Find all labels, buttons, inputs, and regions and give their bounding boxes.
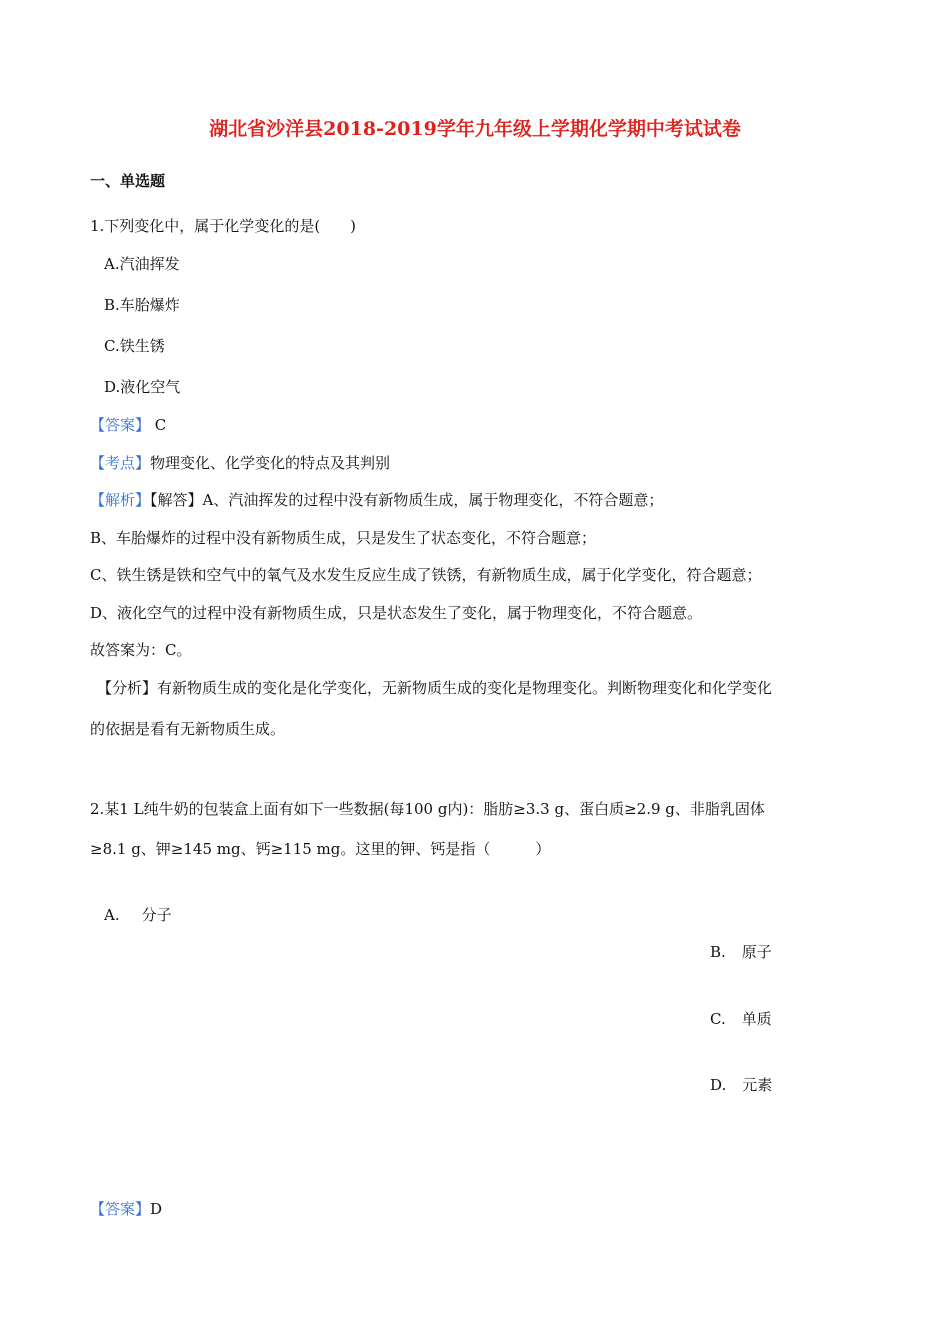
- option-text: 原子: [741, 943, 772, 961]
- q1-analysis-line-3: C、铁生锈是铁和空气中的氧气及水发生反应生成了铁锈，有新物质生成，属于化学变化，符合题意；: [90, 566, 762, 584]
- q2-stem-line-1: 2.某1 L纯牛奶的包装盒上面有如下一些数据(每100 g内)：脂肪≥3.3 g、蛋白质≥2.9 g、非脂乳固体: [90, 800, 765, 818]
- option-text: 单质: [741, 1010, 772, 1028]
- q1-analysis-line-5: 故答案为：C。: [90, 641, 192, 659]
- q1-option-a: A.汽油挥发: [104, 255, 180, 273]
- q2-answer: [90, 1198, 162, 1219]
- q2-stem-line-2: ≥8.1 g、钾≥145 mg、钙≥115 mg。这里的钾、钙是指（ ）: [90, 840, 551, 858]
- option-letter: B.: [710, 943, 726, 961]
- q1-option-d: D.液化空气: [104, 378, 181, 396]
- q1-analysis-line-4: D、液化空气的过程中没有新物质生成，只是状态发生了变化，属于物理变化，不符合题意。: [90, 604, 703, 622]
- q1-answer: [90, 414, 166, 435]
- analysis-tag: 【解析】: [90, 491, 151, 509]
- q2-option-b: [710, 941, 772, 962]
- q1-point: [90, 452, 390, 473]
- q1-analysis-line-7: 的依据是看有无新物质生成。: [90, 720, 286, 738]
- option-text: 元素: [742, 1076, 773, 1094]
- q2-option-c: [710, 1008, 772, 1029]
- point-tag: 【考点】: [90, 454, 151, 472]
- q2-option-a: [104, 904, 172, 925]
- q1-option-c: C.铁生锈: [104, 337, 165, 355]
- answer-tag: 【答案】: [90, 1200, 151, 1218]
- q1-option-b: B.车胎爆炸: [104, 296, 180, 314]
- option-letter: C.: [710, 1010, 726, 1028]
- option-letter: A.: [104, 906, 120, 924]
- q1-analysis-line-1: [90, 489, 663, 510]
- q1-analysis-line-6: 【分析】有新物质生成的变化是化学变化，无新物质生成的变化是物理变化。判断物理变化和化学变化: [97, 679, 773, 697]
- section-heading: 一、单选题: [90, 172, 166, 190]
- q2-option-d: [710, 1074, 772, 1095]
- answer-tag: 【答案】: [90, 416, 151, 434]
- page-title: 湖北省沙洋县2018-2019学年九年级上学期化学期中考试试卷: [209, 118, 741, 140]
- option-letter: D.: [710, 1076, 727, 1094]
- q1-analysis-line-2: B、车胎爆炸的过程中没有新物质生成，只是发生了状态变化，不符合题意；: [90, 529, 597, 547]
- option-text: 分子: [141, 906, 172, 924]
- point-value: 物理变化、化学变化的特点及其判别: [150, 454, 391, 472]
- q1-stem: 1.下列变化中，属于化学变化的是( ): [90, 217, 357, 235]
- analysis-text: 【解答】A、汽油挥发的过程中没有新物质生成，属于物理变化，不符合题意；: [150, 491, 664, 509]
- answer-value: C: [150, 416, 167, 434]
- answer-value: D: [150, 1200, 163, 1218]
